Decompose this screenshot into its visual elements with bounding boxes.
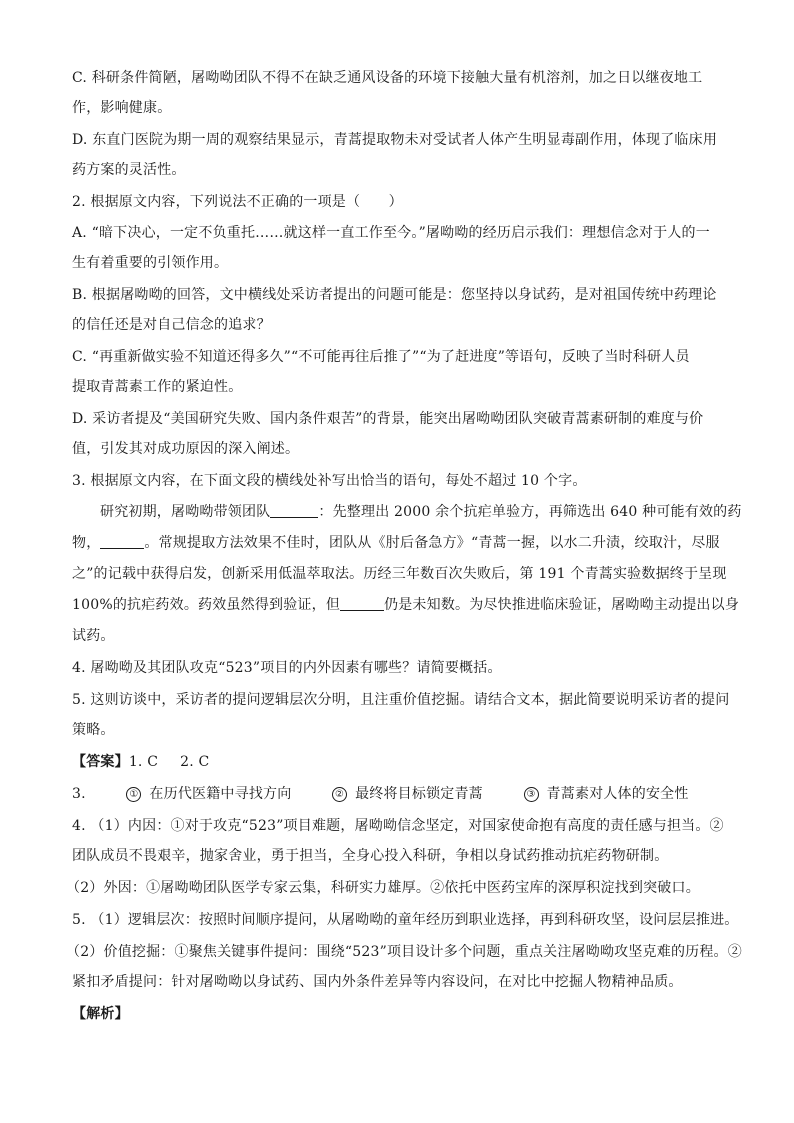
question-5-stem-line1: 5. 这则访谈中，采访者的提问逻辑层次分明，且注重价值挖掘。请结合文本，据此简要说明采访者的提问 — [72, 692, 730, 708]
q3-passage-text: 研究初期，屠呦呦带领团队 — [100, 504, 271, 520]
option-d-line1: D. 东直门医院为期一周的观察结果显示，青蒿提取物未对受试者人体产生明显毒副作用，体现了临床用 — [72, 132, 718, 148]
q2-option-b-line1: B. 根据屠呦呦的回答，文中横线处采访者提出的问题可能是：您坚持以身试药，是对祖国传统中药理论 — [72, 287, 717, 303]
answer-line — [72, 752, 732, 772]
q3-passage-line5: 试药。 — [72, 628, 115, 644]
answer-4-line1: 4. （1）内因：①对于攻克“523”项目难题，屠呦呦信念坚定，对国家使命抱有高度的责任感与担当。② — [72, 818, 724, 834]
answer-2: 2. C — [180, 754, 210, 770]
q2-option-c-line2: 提取青蒿素工作的紧迫性。 — [72, 379, 243, 395]
q3-passage-text: ：先整理出 2000 余个抗疟单验方，再筛选出 640 种可能有效的药 — [318, 504, 742, 520]
question-5-stem-line2: 策略。 — [72, 722, 115, 738]
q3-passage-line1 — [100, 502, 742, 522]
option-d-line2: 药方案的灵活性。 — [72, 162, 186, 178]
blank-3 — [340, 596, 384, 611]
q3-passage-line4 — [72, 595, 740, 615]
q2-option-b-line2: 的信任还是对自己信念的追求？ — [72, 317, 271, 333]
blank-2 — [100, 534, 144, 549]
q2-option-a-line2: 生有着重要的引领作用。 — [72, 255, 229, 271]
analysis-heading — [72, 1004, 732, 1024]
q2-option-d-line1: D. 采访者提及“美国研究失败、国内条件艰苦”的背景，能突出屠呦呦团队突破青蒿素研制的难度与价 — [72, 411, 704, 427]
q3-passage-text: 仍是未知数。为尽快推进临床验证，屠呦呦主动提出以身 — [384, 597, 740, 613]
q3-passage-text: 100%的抗疟药效。药效虽然得到验证，但 — [72, 597, 341, 613]
analysis-tag: 【解析】 — [72, 1006, 129, 1022]
q3-passage-line3: 之”的记载中获得启发，创新采用低温萃取法。历经三年数百次失败后，第 191 个青蒿实验数据终于呈现 — [72, 566, 727, 582]
answer-3-item-1: 在历代医籍中寻找方向 — [149, 786, 292, 802]
q3-passage-line2 — [72, 533, 732, 553]
answer-3-line — [72, 784, 732, 804]
question-4-stem: 4. 屠呦呦及其团队攻克“523”项目的内外因素有哪些？请简要概括。 — [72, 660, 502, 676]
q2-option-c-line1: C. “再重新做实验不知道还得多久”“不可能再往后推了”“为了赶进度”等语句，反映了当时科研人员 — [72, 349, 690, 365]
question-3-stem: 3. 根据原文内容，在下面文段的横线处补写出恰当的语句，每处不超过 10 个字。 — [72, 473, 587, 489]
q2-option-a-line1: A. “暗下决心，一定不负重托……就这样一直工作至今。”屠呦呦的经历启示我们：理想信念对于人的一 — [72, 225, 710, 241]
answer-5-line3: 紧扣矛盾提问：针对屠呦呦以身试药、国内外条件差异等内容设问，在对比中挖掘人物精神品质。 — [72, 974, 683, 990]
option-c-line2: 作，影响健康。 — [72, 100, 172, 116]
q3-passage-text: 。常规提取方法效果不佳时，团队从《肘后备急方》“青蒿一握，以水二升渍，绞取汁，尽服 — [144, 535, 720, 551]
answer-tag: 【答案】 — [72, 754, 129, 770]
answer-4-line2: 团队成员不畏艰辛，抛家舍业，勇于担当，全身心投入科研，争相以身试药推动抗疟药物研制。 — [72, 848, 669, 864]
answer-1: 1. C — [128, 754, 159, 770]
answer-3-number: 3. — [72, 786, 86, 802]
circle-number-1: ① — [126, 787, 141, 802]
blank-1 — [270, 503, 318, 518]
answer-5-line1: 5. （1）逻辑层次：按照时间顺序提问，从屠呦呦的童年经历到职业选择，再到科研攻坚，设问层层推进。 — [72, 912, 739, 928]
answer-3-item-2: 最终将目标锁定青蒿 — [355, 786, 483, 802]
q2-option-d-line2: 值，引发其对成功原因的深入阐述。 — [72, 441, 300, 457]
answer-5-line2: （2）价值挖掘：①聚焦关键事件提问：围绕“523”项目设计多个问题，重点关注屠呦呦攻坚克难的历程。② — [66, 944, 742, 960]
circle-number-2: ② — [332, 787, 347, 802]
option-c-line1: C. 科研条件简陋，屠呦呦团队不得不在缺乏通风设备的环境下接触大量有机溶剂，加之日以继夜地工 — [72, 70, 703, 86]
q3-passage-text: 物， — [72, 535, 101, 551]
answer-4-line3: （2）外因：①屠呦呦团队医学专家云集，科研实力雄厚。②依托中医药宝库的深厚积淀找到突破口。 — [66, 880, 700, 896]
answer-3-item-3: 青蒿素对人体的安全性 — [546, 786, 689, 802]
circle-number-3: ③ — [524, 787, 539, 802]
question-2-stem: 2. 根据原文内容，下列说法不正确的一项是（ ） — [72, 194, 403, 210]
